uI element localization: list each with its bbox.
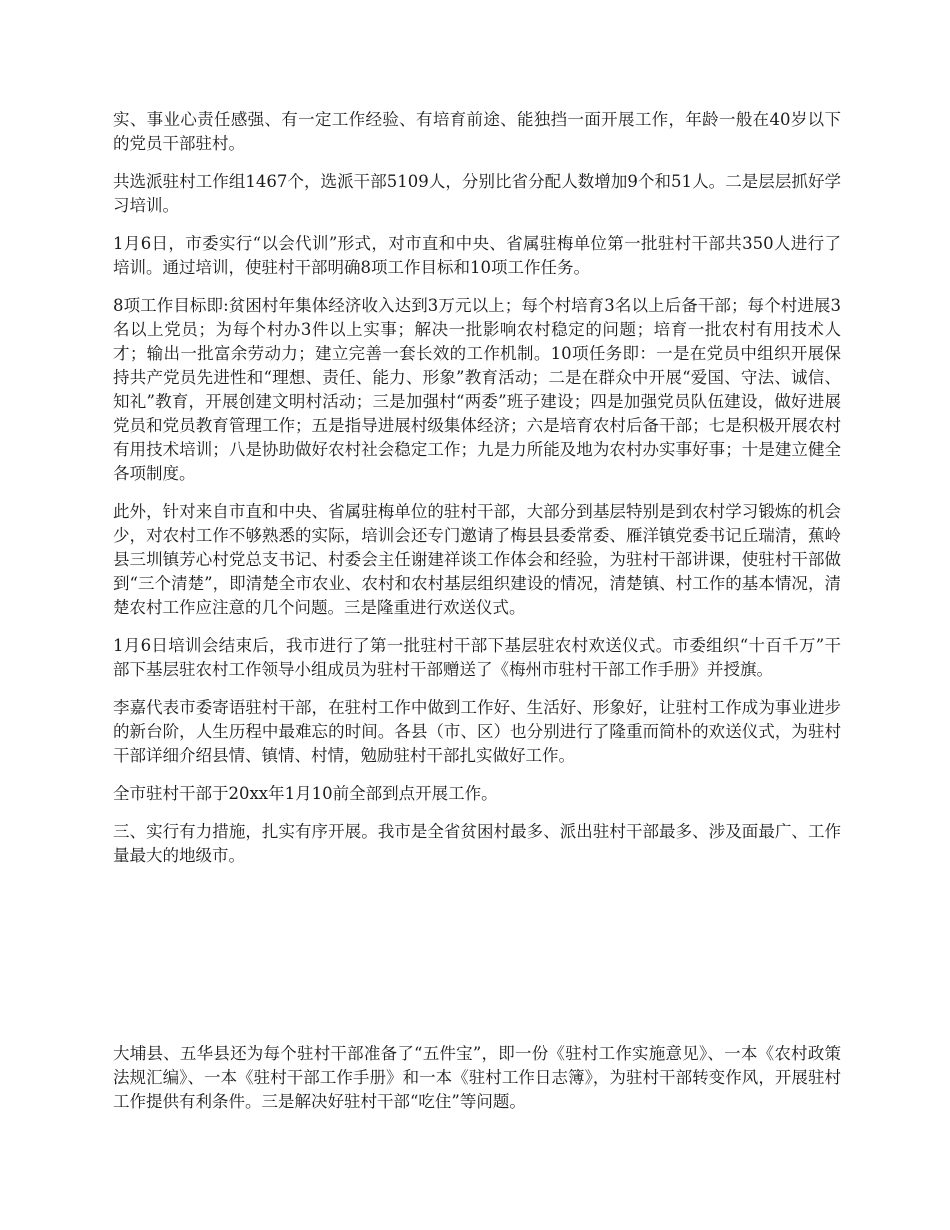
document-body bbox=[113, 108, 841, 1128]
paragraph-9: 三、实行有力措施，扎实有序开展。我市是全省贫困村最多、派出驻村干部最多、涉及面最广、工作量最大的地级市。 bbox=[113, 822, 841, 865]
paragraph-10: 大埔县、五华县还为每个驻村干部准备了“五件宝”，即一份《驻村工作实施意见》、一本《农村政策法规汇编》、一本《驻村干部工作手册》和一本《驻村工作日志簿》，为驻村干部转变作风，开展驻村工作提供有利条件。三是解决好驻村干部“吃住”等问题。 bbox=[113, 1044, 841, 1111]
paragraph-6: 1月6日培训会结束后，我市进行了第一批驻村干部下基层驻农村欢送仪式。市委组织“十百千万”干部下基层驻农村工作领导小组成员为驻村干部赠送了《梅州市驻村干部工作手册》并授旗。 bbox=[113, 636, 841, 679]
paragraph-1: 实、事业心责任感强、有一定工作经验、有培育前途、能独挡一面开展工作，年龄一般在40岁以下的党员干部驻村。 bbox=[113, 110, 841, 153]
blank-gap bbox=[113, 882, 841, 1042]
paragraph-4: 8项工作目标即:贫困村年集体经济收入达到3万元以上；每个村培育3名以上后备干部；每个村进展3名以上党员；为每个村办3件以上实事；解决一批影响农村稳定的问题；培育一批农村有用技术人才；输出一批富余劳动力；建立完善一套长效的工作机制。10项任务即：一是在党员中组织开展保持共产党员先进性和“理想、责任、能力、形象”教育活动；二是在群众中开展“爱国、守法、诚信、知礼”教育，开展创建文明村活动；三是加强村“两委”班子建设；四是加强党员队伍建设，做好进展党员和党员教育管理工作；五是指导进展村级集体经济；六是培育农村后备干部；七是积极开展农村有用技术培训；八是协助做好农村社会稳定工作；九是力所能及地为农村办实事好事；十是建立健全各项制度。 bbox=[113, 296, 841, 483]
paragraph-2: 共选派驻村工作组1467个，选派干部5109人，分别比省分配人数增加9个和51人。二是层层抓好学习培训。 bbox=[113, 172, 841, 215]
paragraph-3: 1月6日，市委实行“以会代训”形式，对市直和中央、省属驻梅单位第一批驻村干部共350人进行了培训。通过培训，使驻村干部明确8项工作目标和10项工作任务。 bbox=[113, 234, 841, 277]
paragraph-8: 全市驻村干部于20xx年1月10前全部到点开展工作。 bbox=[113, 784, 498, 803]
paragraph-5: 此外，针对来自市直和中央、省属驻梅单位的驻村干部，大部分到基层特别是到农村学习锻炼的机会少，对农村工作不够熟悉的实际，培训会还专门邀请了梅县县委常委、雁洋镇党委书记丘瑞清，蕉岭县三圳镇芳心村党总支书记、村委会主任谢建祥谈工作体会和经验，为驻村干部讲课，使驻村干部做到“三个清楚”，即清楚全市农业、农村和农村基层组织建设的情况，清楚镇、村工作的基本情况，清楚农村工作应注意的几个问题。三是隆重进行欢送仪式。 bbox=[113, 502, 841, 617]
paragraph-7: 李嘉代表市委寄语驻村干部，在驻村工作中做到工作好、生活好、形象好，让驻村工作成为事业进步的新台阶，人生历程中最难忘的时间。各县（市、区）也分别进行了隆重而简朴的欢送仪式，为驻村干部详细介绍县情、镇情、村情，勉励驻村干部扎实做好工作。 bbox=[113, 698, 841, 765]
